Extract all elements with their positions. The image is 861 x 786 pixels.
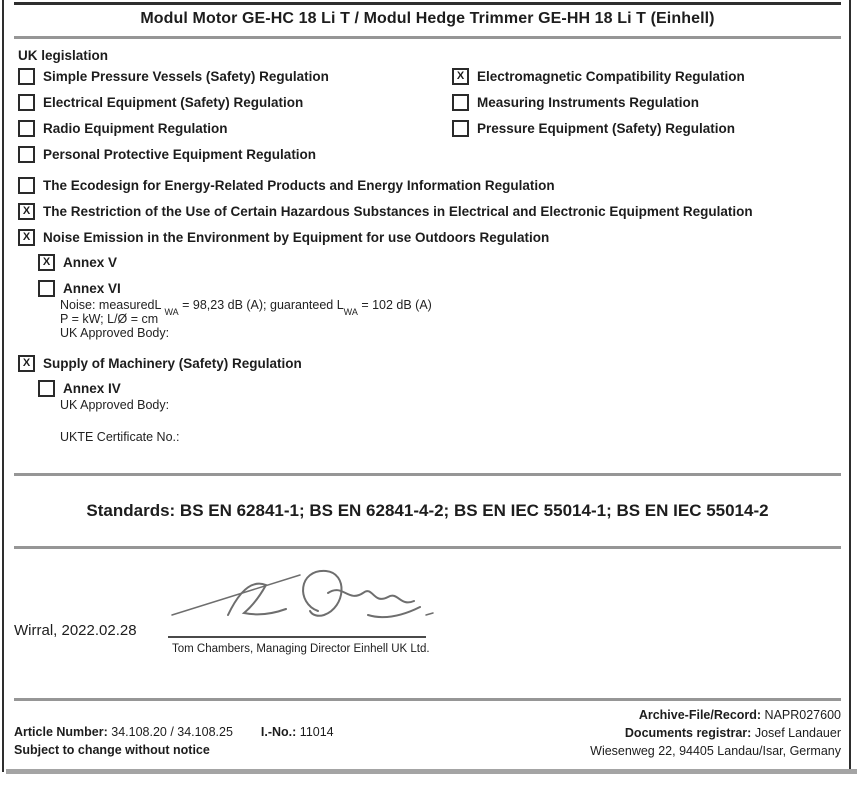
- annex-vi-label: Annex VI: [63, 281, 121, 296]
- article-number-value: 34.108.20 / 34.108.25: [107, 725, 233, 739]
- legislation-item-personal-protective: [18, 146, 316, 163]
- subject-to-change-note: Subject to change without notice: [14, 742, 210, 757]
- checkbox-radio-equipment: [18, 120, 35, 137]
- signature-line: [168, 636, 426, 638]
- registrar-address: Wiesenweg 22, 94405 Landau/Isar, Germany: [590, 744, 841, 758]
- uk-legislation-heading: UK legislation: [18, 48, 109, 63]
- ino-label: I.-No.:: [260, 725, 297, 739]
- ukte-certificate-line: UKTE Certificate No.:: [60, 430, 180, 444]
- legislation-item-machinery: [18, 355, 302, 372]
- uk-approved-body-line-2: UK Approved Body:: [60, 398, 170, 412]
- place-and-date: Wirral, 2022.02.28: [14, 622, 137, 639]
- legislation-item-noise-emission: [18, 229, 549, 246]
- annex-vi-item: [38, 280, 121, 297]
- legislation-label: Noise Emission in the Environment by Equipment for use Outdoors Regulation: [43, 230, 550, 245]
- legislation-label: Electromagnetic Compatibility Regulation: [477, 69, 745, 84]
- noise-text: = 98,23 dB (A); guaranteed L: [178, 298, 344, 312]
- legislation-item-measuring-instruments: [452, 94, 699, 111]
- checkbox-noise-emission: X: [18, 229, 35, 246]
- legislation-label: Simple Pressure Vessels (Safety) Regulation: [43, 69, 329, 84]
- documents-registrar-label: Documents registrar:: [624, 726, 752, 740]
- legislation-label: The Ecodesign for Energy-Related Products and Energy Information Regulation: [43, 178, 555, 193]
- checkbox-emc: X: [452, 68, 469, 85]
- right-border-line: [849, 0, 851, 772]
- checkbox-ecodesign: [18, 177, 35, 194]
- standards-line: Standards: BS EN 62841-1; BS EN 62841-4-2; BS EN IEC 55014-1; BS EN IEC 55014-2: [86, 501, 769, 520]
- noise-text: Noise: measuredL: [60, 298, 165, 312]
- archive-file-value: NAPR027600: [761, 708, 841, 722]
- checkbox-rohs: X: [18, 203, 35, 220]
- legislation-label: Pressure Equipment (Safety) Regulation: [477, 121, 736, 136]
- documents-registrar-value: Josef Landauer: [751, 726, 841, 740]
- signatory-name: Tom Chambers, Managing Director Einhell UK Ltd.: [172, 643, 430, 655]
- legislation-item-ecodesign: [18, 177, 555, 194]
- checkbox-personal-protective: [18, 146, 35, 163]
- section-divider-2: [14, 546, 841, 549]
- documents-registrar-line: [590, 724, 841, 742]
- checkbox-simple-pressure-vessels: [18, 68, 35, 85]
- archive-file-label: Archive-File/Record:: [638, 708, 762, 722]
- checkbox-machinery: X: [18, 355, 35, 372]
- annex-v-label: Annex V: [63, 255, 118, 270]
- footer-right: [590, 706, 841, 760]
- title-divider: [14, 36, 841, 39]
- noise-subscript: WA: [164, 306, 179, 317]
- legislation-label: Measuring Instruments Regulation: [477, 95, 700, 110]
- checkbox-annex-v: X: [38, 254, 55, 271]
- checkbox-annex-iv: [38, 380, 55, 397]
- section-divider-1: [14, 473, 841, 476]
- footer-divider: [14, 698, 841, 701]
- legislation-label: The Restriction of the Use of Certain Hazardous Substances in Electrical and Electronic Equipment Regulation: [43, 204, 753, 219]
- uk-approved-body-line-1: UK Approved Body:: [60, 326, 170, 340]
- checkbox-electrical-equipment: [18, 94, 35, 111]
- top-border-line: [14, 2, 841, 5]
- noise-subscript: WA: [343, 306, 358, 317]
- legislation-label: Electrical Equipment (Safety) Regulation: [43, 95, 304, 110]
- legislation-item-rohs: [18, 203, 753, 220]
- document-title: Modul Motor GE-HC 18 Li T / Modul Hedge Trimmer GE-HH 18 Li T (Einhell): [140, 10, 715, 27]
- checkbox-pressure-equipment: [452, 120, 469, 137]
- left-border-line: [2, 0, 4, 772]
- archive-file-line: [590, 706, 841, 724]
- bottom-border-line: [6, 769, 857, 774]
- legislation-label: Radio Equipment Regulation: [43, 121, 228, 136]
- checkbox-measuring-instruments: [452, 94, 469, 111]
- noise-text: = 102 dB (A): [357, 298, 432, 312]
- legislation-item-pressure-equipment: [452, 120, 735, 137]
- legislation-label: Personal Protective Equipment Regulation: [43, 147, 317, 162]
- footer-left: [14, 724, 334, 759]
- legislation-item-electrical-equipment: [18, 94, 303, 111]
- signature-image: [168, 563, 438, 635]
- annex-v-item: [38, 254, 117, 271]
- legislation-item-radio-equipment: [18, 120, 228, 137]
- power-length-line: P = kW; L/Ø = cm: [60, 312, 159, 326]
- article-number-line: [14, 724, 334, 742]
- article-number-label: Article Number:: [14, 725, 108, 739]
- checkbox-annex-vi: [38, 280, 55, 297]
- ino-value: 11014: [296, 725, 334, 739]
- legislation-item-emc: [452, 68, 745, 85]
- annex-iv-item: [38, 380, 121, 397]
- annex-iv-label: Annex IV: [63, 381, 121, 396]
- legislation-item-simple-pressure-vessels: [18, 68, 329, 85]
- legislation-label: Supply of Machinery (Safety) Regulation: [43, 356, 302, 371]
